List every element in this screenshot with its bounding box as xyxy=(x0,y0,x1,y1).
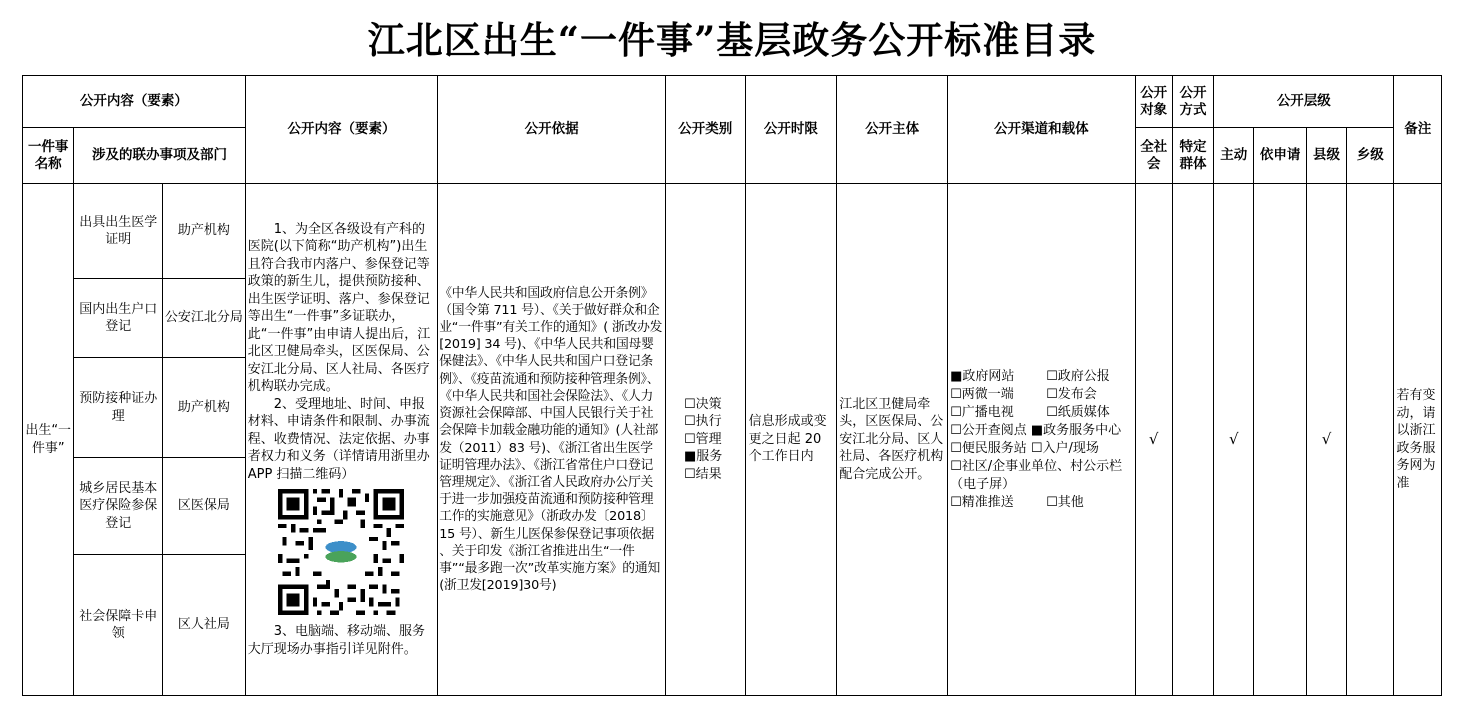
channels-cell xyxy=(948,184,1135,696)
header-active: 主动 xyxy=(1214,128,1254,184)
channel-gov-gazette: ☐政府公报 xyxy=(1046,368,1110,384)
header-target: 公开对象 xyxy=(1135,76,1172,128)
linked-dept: 区医保局 xyxy=(163,458,246,555)
linked-item: 社会保障卡申领 xyxy=(74,555,163,696)
header-method: 公开方式 xyxy=(1172,76,1213,128)
remarks-cell: 若有变动，请以浙江政务服务网为准 xyxy=(1394,184,1442,696)
linked-dept: 助产机构 xyxy=(163,184,246,279)
category-service: ■服务 xyxy=(683,449,723,465)
channel-community-bulletin: ☐社区/企事业单位、村公示栏（电子屏） xyxy=(950,458,1123,492)
header-channels: 公开渠道和载体 xyxy=(948,76,1135,184)
header-remarks: 备注 xyxy=(1394,76,1442,184)
header-basis: 公开依据 xyxy=(438,76,666,184)
check-county: √ xyxy=(1306,184,1346,696)
channel-other: ☐其他 xyxy=(1046,494,1084,510)
linked-dept: 助产机构 xyxy=(163,358,246,458)
category-decision: ☐决策 xyxy=(683,396,722,412)
check-society: √ xyxy=(1135,184,1172,696)
header-linked-items: 涉及的联办事项及部门 xyxy=(74,128,245,184)
linked-item: 预防接种证办理 xyxy=(74,358,163,458)
check-on-request xyxy=(1254,184,1306,696)
check-township xyxy=(1347,184,1394,696)
header-township: 乡级 xyxy=(1347,128,1394,184)
content-para-1: 1、为全区各级设有产科的医院(以下简称“助产机构”)出生且符合我市内落户、参保登记等政策的新生儿，提供预防接种、出生医学证明、落户、参保登记等出生“一件事”多证联办，此“一件事”由申请人提出后，江北区卫健局牵头，区医保局、公安江北分局、区人社局、各医疗机构联办完成。 xyxy=(247,221,431,395)
category-result: ☐结果 xyxy=(683,466,722,482)
channel-press-conference: ☐发布会 xyxy=(1046,386,1097,402)
linked-dept: 区人社局 xyxy=(163,555,246,696)
catalog-table xyxy=(22,75,1442,696)
channel-precise-push: ☐精准推送 xyxy=(950,494,1014,510)
header-society: 全社会 xyxy=(1135,128,1172,184)
content-para-3: 3、电脑端、移动端、服务大厅现场办事指引详见附件。 xyxy=(247,624,425,657)
linked-item: 城乡居民基本医疗保险参保登记 xyxy=(74,458,163,555)
category-management: ☐管理 xyxy=(683,431,722,447)
header-category: 公开类别 xyxy=(665,76,745,184)
basis-cell: 《中华人民共和国政府信息公开条例》（国令第 711 号）、《关于做好群众和企业“一件事”有关工作的通知》( 浙改办发[2019] 34 号)、《中华人民共和国母婴保健法》、《中华人民共和国户口登记条例》、《疫苗流通和预防接种管理条例》、《中华人民共和国社会保险法》、《人力资源社会保障部、中国人民银行关于社会保障卡加载金融功能的通知》(人社部发（2011）83 号)、《浙江省出生医学证明管理办法》、《浙江省常住户口登记管理规定》、《浙江省人民政府办公厅关于进一步加强疫苗流通和预防接种管理工作的实施意见》（浙政办发〔2018〕15 号）、新生儿医保参保登记事项依据 、关于印发《浙江省推进出生“一件事”“最多跑一次”改革实施方案》的通知(浙卫发[2019]30号) xyxy=(438,184,666,696)
channel-reading-point-service-center: ☐公开查阅点 ■政务服务中心 xyxy=(950,422,1122,438)
linked-item: 国内出生户口登记 xyxy=(74,279,163,358)
header-content-elements-2: 公开内容（要素） xyxy=(245,76,437,184)
item-name-cell: 出生“一件事” xyxy=(23,184,74,696)
channel-two-micro-one-end: ☐两微一端 xyxy=(950,386,1014,402)
category-execution: ☐执行 xyxy=(683,414,722,430)
linked-item: 出具出生医学证明 xyxy=(74,184,163,279)
content-para-2: 2、受理地址、时间、申报材料、申请条件和限制、办事流程、收费情况、法定依据、办事者权力和义务（详情请用浙里办 APP 扫描二维码） xyxy=(247,396,430,482)
channel-service-station-onsite: ☐便民服务站 ☐入户/现场 xyxy=(950,440,1099,456)
header-specific-group: 特定群体 xyxy=(1172,128,1213,184)
header-level: 公开层级 xyxy=(1214,76,1394,128)
header-on-request: 依申请 xyxy=(1254,128,1306,184)
header-content-elements: 公开内容（要素） xyxy=(23,76,246,128)
channel-gov-website: ■政府网站 xyxy=(950,368,1015,384)
check-active: √ xyxy=(1214,184,1254,696)
header-item-name: 一件事名称 xyxy=(23,128,74,184)
qr-code-image xyxy=(278,489,404,615)
category-cell xyxy=(665,184,745,696)
channel-paper-media: ☐纸质媒体 xyxy=(1046,404,1110,420)
subject-cell: 江北区卫健局牵头，区医保局、公安江北分局、区人社局、各医疗机构配合完成公开。 xyxy=(837,184,948,696)
header-time-limit: 公开时限 xyxy=(745,76,837,184)
header-county: 县级 xyxy=(1306,128,1346,184)
linked-dept: 公安江北分局 xyxy=(163,279,246,358)
check-specific-group xyxy=(1172,184,1213,696)
content-cell xyxy=(245,184,437,696)
header-subject: 公开主体 xyxy=(837,76,948,184)
page-title: 江北区出生“一件事”基层政务公开标准目录 xyxy=(367,18,1097,62)
time-limit-cell: 信息形成或变更之日起 20 个工作日内 xyxy=(745,184,837,696)
channel-broadcast-tv: ☐广播电视 xyxy=(950,404,1014,420)
